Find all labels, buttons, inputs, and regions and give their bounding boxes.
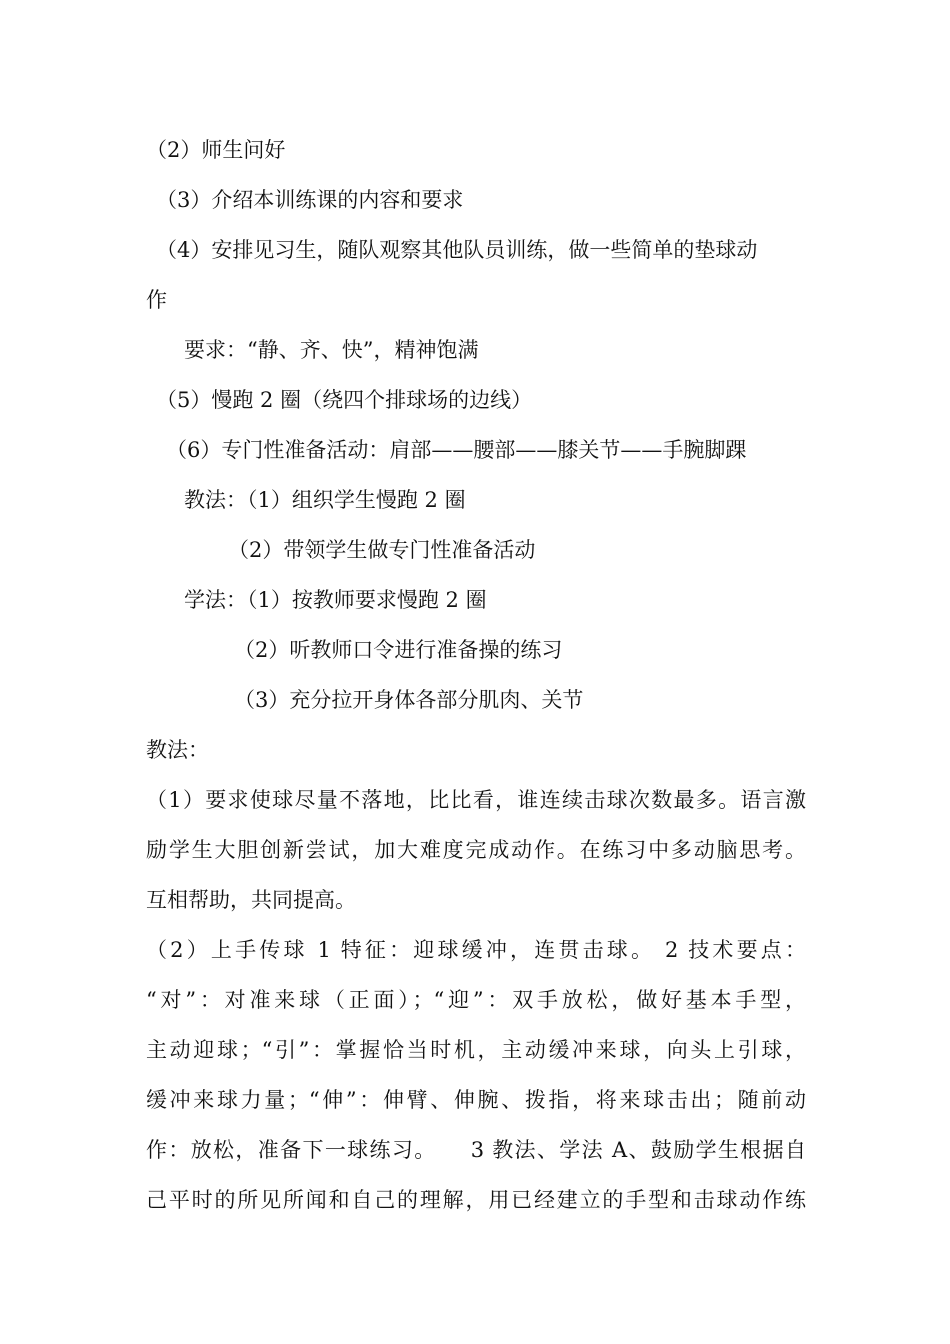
line-learning-3: （3）充分拉开身体各部分肌肉、关节 [234, 688, 584, 712]
line-teaching-1: 教法：（1）组织学生慢跑 2 圈 [184, 488, 466, 512]
line-requirement: 要求：“静、齐、快”，精神饱满 [184, 338, 479, 362]
line-learning-2: （2）听教师口令进行准备操的练习 [234, 638, 563, 662]
line-learning-1: 学法：（1）按教师要求慢跑 2 圈 [184, 588, 487, 612]
line-para1-1: （1）要求使球尽量不落地，比比看，谁连续击球次数最多。语言激 [146, 788, 806, 812]
line-para1-2: 励学生大胆创新尝试，加大难度完成动作。在练习中多动脑思考。 [146, 838, 806, 862]
line-para2-5: 作：放松，准备下一球练习。 3 教法、学法 A、鼓励学生根据自 [146, 1138, 806, 1162]
line-para2-4: 缓冲来球力量；“伸”：伸臂、伸腕、拨指，将来球击出；随前动 [146, 1088, 806, 1112]
line-para2-2: “对”：对准来球（正面）；“迎”：双手放松，做好基本手型， [146, 988, 806, 1012]
line-greeting: （2）师生问好 [146, 138, 286, 162]
line-warmup: （6）专门性准备活动：肩部——腰部——膝关节——手腕脚踝 [166, 438, 747, 462]
line-arrange-observers-cont: 作 [146, 288, 167, 312]
line-teaching-heading: 教法： [146, 738, 209, 762]
line-jog: （5）慢跑 2 圈（绕四个排球场的边线） [156, 388, 533, 412]
line-arrange-observers: （4）安排见习生，随队观察其他队员训练，做一些简单的垫球动 [156, 238, 758, 262]
line-para1-3: 互相帮助，共同提高。 [146, 888, 356, 912]
line-para2-3: 主动迎球；“引”：掌握恰当时机，主动缓冲来球，向头上引球， [146, 1038, 806, 1062]
line-para2-1: （2）上手传球 1 特征：迎球缓冲，连贯击球。 2 技术要点： [146, 938, 806, 962]
line-teaching-2: （2）带领学生做专门性准备活动 [228, 538, 536, 562]
line-intro-content: （3）介绍本训练课的内容和要求 [156, 188, 464, 212]
line-para2-6: 己平时的所见所闻和自己的理解，用已经建立的手型和击球动作练 [146, 1188, 806, 1212]
